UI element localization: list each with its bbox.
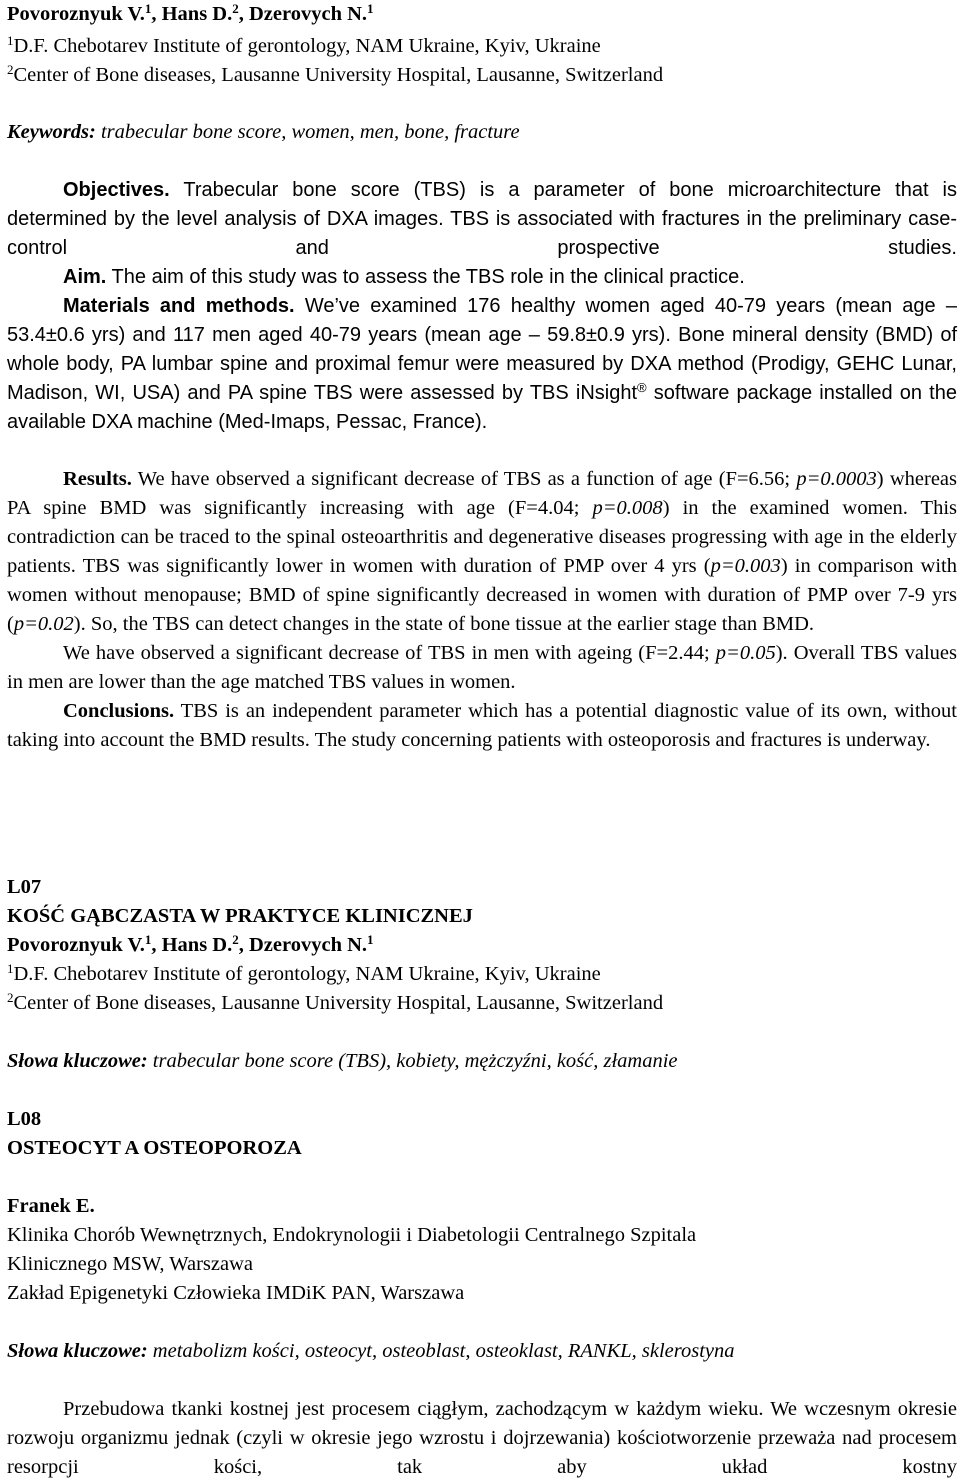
l08-affiliation-3: Zakład Epigenetyki Człowieka IMDiK PAN, Warszawa <box>7 1282 465 1304</box>
aim-paragraph: Aim. The aim of this study was to assess the TBS role in the clinical practice. <box>63 266 745 288</box>
l07-code: L07 <box>7 876 42 898</box>
l08-body <box>7 1395 957 1482</box>
l07-affiliation-2: $^2$Center of Bone diseases, Lausanne University Hospital, Lausanne, Switzerland <box>7 990 664 1014</box>
top-affiliation-2: $^2$Center of Bone diseases, Lausanne University Hospital, Lausanne, Switzerland <box>7 62 664 86</box>
l08-body-paragraph: Przebudowa tkanki kostnej jest procesem ciągłym, zachodzącym w każdym wieku. We wczesnym okresie rozwoju organizmu jednak (czyli w okresie jego wzrostu i dojrzewania) kościotworzenie przeważa nad procesem resorpcji kości, tak aby układ kostny <box>7 1398 957 1478</box>
l08-title: OSTEOCYT A OSTEOPOROZA <box>7 1137 302 1159</box>
l08-affiliation-1: Klinika Chorób Wewnętrznych, Endokrynologii i Diabetologii Centralnego Szpitala <box>7 1224 697 1246</box>
objectives-paragraph: Objectives. Trabecular bone score (TBS) is a parameter of bone microarchitecture that is determined by the level analysis of DXA images. TBS is associated with fractures in the preliminary case-control and prospective studies. <box>7 179 957 259</box>
conclusions-paragraph: Conclusions. TBS is an independent parameter which has a potential diagnostic value of its own, without taking into account the BMD results. The study concerning patients with osteoporosis and fractures is underway. <box>7 700 957 751</box>
l07-affiliation-1: $^1$D.F. Chebotarev Institute of gerontology, NAM Ukraine, Kyiv, Ukraine <box>7 961 601 985</box>
top-keywords: Keywords: trabecular bone score, women, men, bone, fracture <box>7 121 520 143</box>
men-paragraph: We have observed a significant decrease of TBS in men with ageing (F=2.44; p=0.05). Overall TBS values in men are lower than the age matched TBS values in women. <box>7 642 957 693</box>
l08-keywords: Słowa kluczowe: metabolizm kości, osteocyt, osteoblast, osteoklast, RANKL, sklerostyna <box>7 1340 735 1362</box>
l08-author: Franek E. <box>7 1195 95 1217</box>
l07-title: KOŚĆ GĄBCZASTA W PRAKTYCE KLINICZNEJ <box>7 905 473 927</box>
l07-keywords: Słowa kluczowe: trabecular bone score (TBS), kobiety, mężczyźni, kość, złamanie <box>7 1050 678 1072</box>
abstract-block <box>7 176 957 437</box>
results-paragraph: Results. We have observed a significant decrease of TBS as a function of age (F=6.56; p=0.0003) whereas PA spine BMD was significantly increasing with age (F=4.04; p=0.008) in the examined women. This contradiction can be traced to the spinal osteoarthritis and degenerative diseases progressing with age in the elderly patients. TBS was significantly lower in women with duration of PMP over 4 yrs (p=0.003) in comparison with women without menopause; BMD of spine significantly decreased in women with duration of PMP over 7-9 yrs (p=0.02). So, the TBS can detect changes in the state of bone tissue at the earlier stage than BMD. <box>7 468 958 635</box>
top-authors: Povoroznyuk V.$^1$, Hans D.$^2$, Dzerovych N.$^1$ <box>7 1 374 25</box>
l08-code: L08 <box>7 1108 42 1130</box>
top-affiliation-1: $^1$D.F. Chebotarev Institute of gerontology, NAM Ukraine, Kyiv, Ukraine <box>7 33 601 57</box>
methods-paragraph: Materials and methods. We’ve examined 176 healthy women aged 40-79 years (mean age – 53.4±0.6 yrs) and 117 men aged 40-79 years (mean age – 59.8±0.9 yrs). Bone mineral density (BMD) of whole body, PA lumbar spine and proximal femur were measured by DXA method (Prodigy, GEHC Lunar, Madison, WI, USA) and PA spine TBS were assessed by TBS iNsight® software package installed on the available DXA machine (Med-Imaps, Pessac, France). <box>7 295 957 433</box>
results-block <box>7 465 957 755</box>
l08-affiliation-2: Klinicznego MSW, Warszawa <box>7 1253 253 1275</box>
l07-authors: Povoroznyuk V.$^1$, Hans D.$^2$, Dzerovych N.$^1$ <box>7 932 374 956</box>
